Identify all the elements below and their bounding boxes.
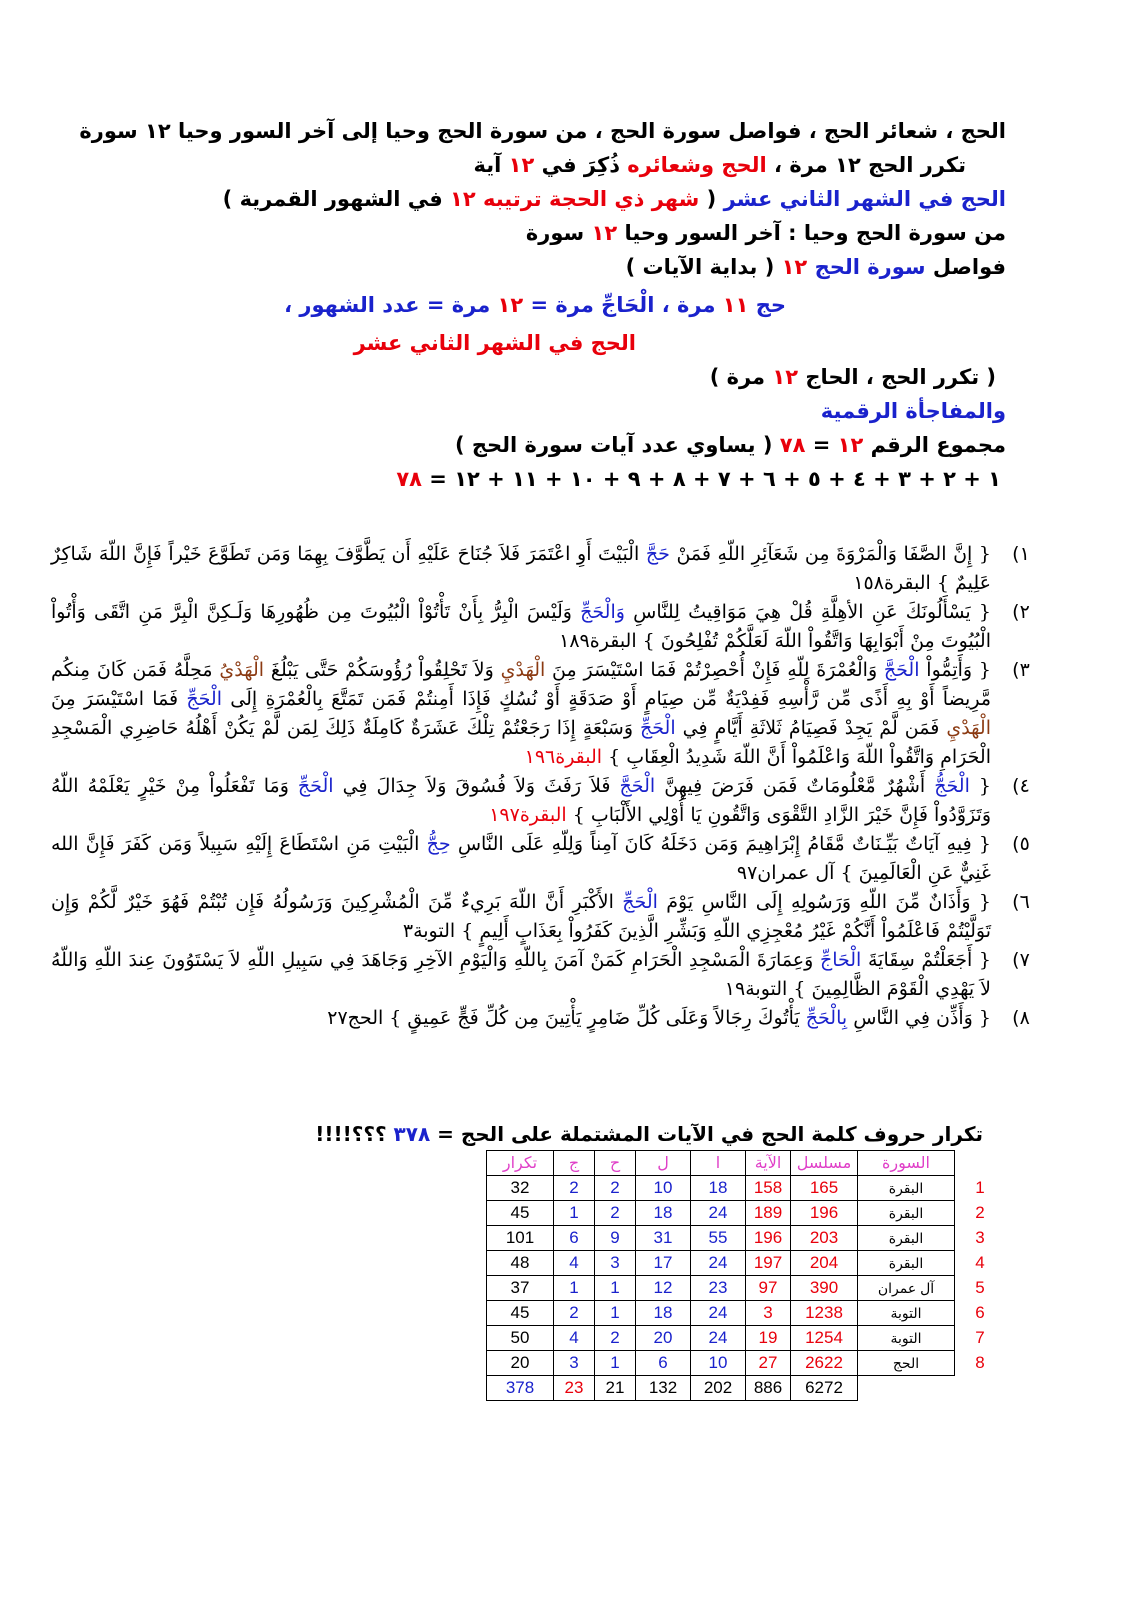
line10-part1: مجموع الرقم xyxy=(863,433,1006,457)
col-lam-header: ل xyxy=(636,1151,691,1176)
line8-part2: ١٢ xyxy=(772,365,799,389)
verse-text xyxy=(51,1004,991,1033)
cell-sura: التوبة xyxy=(858,1326,955,1351)
verse-text-part: فَلاَ رَفَثَ وَلاَ فُسُوقَ وَلاَ جِدَالَ فِي xyxy=(333,775,620,797)
cell-idx: 5 xyxy=(975,1278,985,1297)
cell-jim: 2 xyxy=(554,1176,595,1201)
cell-aya: 196 xyxy=(746,1226,791,1251)
cell-serial: 196 xyxy=(791,1201,858,1226)
cell-jim: 6 xyxy=(554,1226,595,1251)
cell-lam: 10 xyxy=(636,1176,691,1201)
table-row xyxy=(487,1251,1006,1276)
table-title-part3: ؟؟؟!!!! xyxy=(315,1122,394,1146)
header-line-5 xyxy=(626,250,1006,284)
cell-alif: 55 xyxy=(691,1226,746,1251)
cell-sura: التوبة xyxy=(858,1301,955,1326)
cell-serial: 203 xyxy=(791,1226,858,1251)
table-row xyxy=(487,1276,1006,1301)
verse-text-part: الْهَدْيِ xyxy=(500,659,546,681)
cell-sura: البقرة xyxy=(858,1201,955,1226)
line2-part2: الحج وشعائره xyxy=(627,153,767,177)
verse-number: ٤) xyxy=(1012,775,1030,797)
total-jim: 23 xyxy=(554,1376,595,1401)
cell-aya: 197 xyxy=(746,1251,791,1276)
verse-text-part: البقرة١٩٦ xyxy=(524,746,603,768)
verse-text-part: { يَسْأَلُونَكَ عَنِ الأهِلَّةِ قُلْ هِيَ مَوَاقِيتُ لِلنَّاسِ xyxy=(624,601,991,623)
verse-text-part: الْحَاجِّ xyxy=(819,949,862,971)
line6-part2: ١١ xyxy=(722,293,749,317)
verse-item xyxy=(51,656,1051,772)
cell-lam: 18 xyxy=(636,1201,691,1226)
verse-number: ٣) xyxy=(1012,659,1030,681)
cell-serial: 165 xyxy=(791,1176,858,1201)
verse-text-part: الْحَجَّ xyxy=(883,659,920,681)
cell-jim: 1 xyxy=(554,1276,595,1301)
line2-part5: آية xyxy=(473,153,509,177)
verse-text-part: بِالْحَجِّ xyxy=(805,1007,848,1029)
cell-ha: 3 xyxy=(595,1251,636,1276)
table-row xyxy=(487,1226,1006,1251)
table-row xyxy=(487,1176,1006,1201)
col-alif-header: ا xyxy=(691,1151,746,1176)
table-row xyxy=(487,1201,1006,1226)
verse-text-part: { أَجَعَلْتُمْ سِقَايَةَ xyxy=(861,949,991,971)
verse-number: ٧) xyxy=(1012,949,1030,971)
line5-part2: سورة الحج xyxy=(814,255,926,279)
verse-number: ٥) xyxy=(1012,833,1030,855)
col-serial-header: مسلسل xyxy=(791,1151,858,1176)
verse-text-part: وَلَيْسَ الْبِرُّ بِأَنْ تَأْتُوْاْ الْبُيُوتَ مِن ظُهُورِهَا وَلَـكِنَّ الْبِرَّ مَنِ اتَّقَى وَأْتُواْ الْبُيُوتَ مِنْ أَبْوَابِهَا وَاتَّقُواْ اللّهَ لَعَلَّكُمْ تُفْلِحُونَ } البقرة١٨٩ xyxy=(51,601,991,652)
header-line-7: الحج في الشهر الثاني عشر xyxy=(353,331,636,355)
cell-ha: 1 xyxy=(595,1301,636,1326)
verse-text-part: البقرة١٩٧ xyxy=(489,804,567,826)
verse-item xyxy=(51,1004,1051,1033)
total-blank xyxy=(858,1376,955,1401)
header-line-10 xyxy=(455,428,1006,462)
cell-alif: 23 xyxy=(691,1276,746,1301)
verse-text-part: وَلاَ تَحْلِقُواْ رُؤُوسَكُمْ حَتَّى يَبْلُغَ xyxy=(264,659,501,681)
verse-item xyxy=(51,946,1051,1004)
verse-number: ٦) xyxy=(1012,891,1030,913)
cell-ha: 2 xyxy=(595,1201,636,1226)
cell-aya: 97 xyxy=(746,1276,791,1301)
verse-text xyxy=(51,540,991,598)
cell-jim: 1 xyxy=(554,1201,595,1226)
cell-jim: 4 xyxy=(554,1251,595,1276)
header-line-11 xyxy=(396,462,1001,496)
verse-text-part: الْهَدْيِ xyxy=(946,717,991,739)
verse-text-part: { إِنَّ الصَّفَا وَالْمَرْوَةَ مِن شَعَآئِرِ اللّهِ فَمَنْ xyxy=(669,543,991,565)
line10-part3: = xyxy=(805,433,838,457)
verse-text-part: حِجُّ xyxy=(426,833,451,855)
verse-item xyxy=(51,772,1051,830)
cell-ha: 9 xyxy=(595,1226,636,1251)
verse-text xyxy=(51,656,991,772)
verse-text-part: أَشْهُرٌ مَّعْلُومَاتٌ فَمَن فَرَضَ فِيهِنَّ xyxy=(655,775,935,797)
cell-serial: 204 xyxy=(791,1251,858,1276)
cell-total: 32 xyxy=(487,1176,554,1201)
line2-part3: ذُكِرَ في xyxy=(534,153,628,177)
table-title-part1: تكرار حروف كلمة الحج في الآيات المشتملة على الحج = xyxy=(430,1122,983,1146)
cell-aya: 19 xyxy=(746,1326,791,1351)
cell-jim: 3 xyxy=(554,1351,595,1376)
line5-part4: ( بداية الآيات ) xyxy=(625,255,782,279)
header-line-1: الحج ، شعائر الحج ، فواصل سورة الحج ، من سورة الحج وحيا إلى آخر السور وحيا ١٢ سورة xyxy=(79,119,1006,143)
verse-text-part: وَسَبْعَةٍ إِذَا رَجَعْتُمْ تِلْكَ عَشَرَةٌ كَامِلَةٌ ذَلِكَ لِمَن لَّمْ يَكُنْ أَهْلُهُ حَاضِرِي الْمَسْجِدِ الْحَرَامِ وَاتَّقُواْ اللّهَ وَاعْلَمُواْ أَنَّ اللّهَ شَدِيدُ الْعِقَابِ } xyxy=(51,717,991,768)
total-ha: 21 xyxy=(595,1376,636,1401)
cell-sura: البقرة xyxy=(858,1226,955,1251)
cell-alif: 24 xyxy=(691,1251,746,1276)
cell-alif: 18 xyxy=(691,1176,746,1201)
cell-serial: 1238 xyxy=(791,1301,858,1326)
line8-part3: مرة ) xyxy=(709,365,773,389)
verse-text-part: وَمَا تَفْعَلُواْ مِنْ خَيْرٍ يَعْلَمْهُ اللّهُ وَتَزَوَّدُواْ فَإِنَّ خَيْرَ الزَّادِ التَّقْوَى وَاتَّقُونِ يَا أُوْلِي الأَلْبَابِ } xyxy=(51,775,991,826)
cell-lam: 18 xyxy=(636,1301,691,1326)
line5-part3: ١٢ xyxy=(781,255,815,279)
cell-sura: البقرة xyxy=(858,1176,955,1201)
cell-serial: 1254 xyxy=(791,1326,858,1351)
verse-text-part: الْحَجَّ xyxy=(619,775,656,797)
line6-part4: ١٢ xyxy=(497,293,524,317)
table-row xyxy=(487,1326,1006,1351)
line10-part4: ٧٨ xyxy=(779,433,806,457)
line4-part2: ١٢ xyxy=(591,221,618,245)
header-line-4 xyxy=(526,216,1006,250)
cell-sura: آل عمران xyxy=(858,1276,955,1301)
header-line-6 xyxy=(284,288,786,322)
table-row xyxy=(487,1301,1006,1326)
cell-total: 45 xyxy=(487,1201,554,1226)
table-title-part2: ٣٧٨ xyxy=(393,1122,431,1146)
line2-part4: ١٢ xyxy=(508,153,535,177)
verse-text-part: وَالْعُمْرَةَ لِلّهِ فَإِنْ أُحْصِرْتُمْ فَمَا اسْتَيْسَرَ مِنَ xyxy=(545,659,884,681)
line10-part2: ١٢ xyxy=(837,433,864,457)
line4-part3: سورة xyxy=(525,221,592,245)
verse-text-part: الْحَجِّ xyxy=(622,891,658,913)
verse-text-part: حَجَّ xyxy=(645,543,670,565)
line3-part2: ( xyxy=(699,187,724,211)
line3-part1: الحج في الشهر الثاني عشر xyxy=(723,187,1006,211)
line4-part1: من سورة الحج وحيا : آخر السور وحيا xyxy=(617,221,1006,245)
line11-part2: ٧٨ xyxy=(396,467,422,491)
line6-part1: حج xyxy=(748,293,786,317)
cell-aya: 158 xyxy=(746,1176,791,1201)
cell-lam: 17 xyxy=(636,1251,691,1276)
verse-text xyxy=(51,888,991,946)
cell-jim: 2 xyxy=(554,1301,595,1326)
table-header-row xyxy=(487,1151,1006,1176)
cell-lam: 12 xyxy=(636,1276,691,1301)
verse-number: ٨) xyxy=(1012,1007,1030,1029)
total-index-blank xyxy=(955,1376,1006,1401)
verse-text xyxy=(51,946,991,1004)
verse-text-part: يَأْتُوكَ رِجَالاً وَعَلَى كُلِّ ضَامِرٍ يَأْتِينَ مِن كُلِّ فَجٍّ عَمِيقٍ } الحج٢٧ xyxy=(327,1007,806,1029)
verse-text-part: الْحَجِّ xyxy=(186,688,223,710)
verse-item xyxy=(51,540,1051,598)
col-aya-header: الآية xyxy=(746,1151,791,1176)
table-body xyxy=(487,1176,1006,1376)
cell-ha: 2 xyxy=(595,1176,636,1201)
cell-total: 45 xyxy=(487,1301,554,1326)
cell-lam: 31 xyxy=(636,1226,691,1251)
cell-sura: الحج xyxy=(858,1351,955,1376)
line6-part3: مرة ، الْحَاجِّ مرة = xyxy=(523,293,723,317)
total-total: 378 xyxy=(487,1376,554,1401)
cell-alif: 10 xyxy=(691,1351,746,1376)
verses-list xyxy=(51,540,1051,1033)
verse-text-part: الْبَيْتِ مَنِ اسْتَطَاعَ إِلَيْهِ سَبِيلاً وَمَن كَفَرَ فَإِنَّ الله غَنِيٌّ عَنِ الْعَالَمِينَ } آل عمران٩٧ xyxy=(51,833,991,884)
letters-count-table xyxy=(486,1150,1006,1401)
total-lam: 132 xyxy=(636,1376,691,1401)
cell-ha: 2 xyxy=(595,1326,636,1351)
line3-part3: شهر ذي الحجة ترتيبه ١٢ xyxy=(450,187,700,211)
verse-text-part: { وَأَذِّن فِي النَّاسِ xyxy=(847,1007,991,1029)
cell-jim: 4 xyxy=(554,1326,595,1351)
cell-aya: 27 xyxy=(746,1351,791,1376)
cell-idx: 3 xyxy=(975,1228,985,1247)
col-total-header: تكرار xyxy=(487,1151,554,1176)
verse-text-part: وَعِمَارَةَ الْمَسْجِدِ الْحَرَامِ كَمَنْ آمَنَ بِاللّهِ وَالْيَوْمِ الآخِرِ وَجَاهَدَ فِي سَبِيلِ اللّهِ لاَ يَسْتَوُونَ عِندَ اللّهِ وَاللّهُ لاَ يَهْدِي الْقَوْمَ الظَّالِمِينَ } التوبة١٩ xyxy=(51,949,991,1000)
cell-total: 50 xyxy=(487,1326,554,1351)
col-ha-header: ح xyxy=(595,1151,636,1176)
verse-text-part: وَالْحَجِّ xyxy=(580,601,625,623)
verse-text-part: الْهَدْيُ xyxy=(219,659,265,681)
total-serial: 6272 xyxy=(791,1376,858,1401)
header-line-8 xyxy=(710,360,996,394)
col-sura-header: السورة xyxy=(858,1151,955,1176)
verse-text-part: فَمَا اسْتَيْسَرَ مِنَ xyxy=(51,688,187,710)
verse-text xyxy=(51,830,991,888)
cell-total: 37 xyxy=(487,1276,554,1301)
cell-lam: 20 xyxy=(636,1326,691,1351)
verse-text-part: الْبَيْتَ أَوِ اعْتَمَرَ فَلاَ جُنَاحَ عَلَيْهِ أَن يَطَّوَّفَ بِهِمَا وَمَن تَطَوَّعَ خَيْراً فَإِنَّ اللّهَ شَاكِرٌ عَلِيمٌ } البقرة١٥٨ xyxy=(51,543,991,594)
col-jim-header: ج xyxy=(554,1151,595,1176)
cell-lam: 6 xyxy=(636,1351,691,1376)
col-index-header xyxy=(955,1151,1006,1176)
total-alif: 202 xyxy=(691,1376,746,1401)
cell-alif: 24 xyxy=(691,1201,746,1226)
cell-ha: 1 xyxy=(595,1351,636,1376)
verse-text-part: { فِيهِ آيَاتٌ بَيِّـنَاتٌ مَّقَامُ إِبْرَاهِيمَ وَمَن دَخَلَهُ كَانَ آمِناً وَلِلّهِ عَلَى النَّاسِ xyxy=(450,833,991,855)
cell-idx: 2 xyxy=(975,1203,985,1222)
verse-text xyxy=(51,598,991,656)
cell-total: 101 xyxy=(487,1226,554,1251)
verse-text xyxy=(51,772,991,830)
table-totals-row xyxy=(487,1376,1006,1401)
verse-number: ٢) xyxy=(1012,601,1030,623)
total-aya: 886 xyxy=(746,1376,791,1401)
verse-text-part: الْحَجِّ xyxy=(297,775,334,797)
cell-ha: 1 xyxy=(595,1276,636,1301)
verse-text-part: الْحَجِّ xyxy=(640,717,676,739)
cell-idx: 8 xyxy=(975,1353,985,1372)
header-line-9: والمفاجأة الرقمية xyxy=(820,399,1006,423)
verse-text-part: { وَأَتِمُّواْ xyxy=(919,659,991,681)
header-line-3 xyxy=(223,182,1006,216)
line8-part1: ( تكرر الحج ، الحاج xyxy=(798,365,996,389)
cell-alif: 24 xyxy=(691,1326,746,1351)
table-row xyxy=(487,1351,1006,1376)
cell-serial: 390 xyxy=(791,1276,858,1301)
cell-alif: 24 xyxy=(691,1301,746,1326)
header-line-2 xyxy=(474,148,966,182)
verse-text-part: مَحِلَّهُ فَمَن كَانَ مِنكُم مَّرِيضاً أَوْ بِهِ أَذًى مِّن رَّأْسِهِ فَفِدْيَةٌ مِّن صِيَامٍ أَوْ صَدَقَةٍ أَوْ نُسُكٍ فَإِذَا أَمِنتُمْ فَمَن تَمَتَّعَ بِالْعُمْرَةِ إِلَى xyxy=(51,659,991,710)
verse-number: ١) xyxy=(1012,543,1030,565)
cell-sura: البقرة xyxy=(858,1251,955,1276)
cell-total: 20 xyxy=(487,1351,554,1376)
table-title xyxy=(315,1122,983,1146)
line11-part1: ١ + ٢ + ٣ + ٤ + ٥ + ٦ + ٧ + ٨ + ٩ + ١٠ + ١١ + ١٢ = xyxy=(422,467,1001,491)
line2-part1: تكرر الحج ١٢ مرة ، xyxy=(766,153,966,177)
cell-idx: 6 xyxy=(975,1303,985,1322)
verse-item xyxy=(51,888,1051,946)
cell-serial: 2622 xyxy=(791,1351,858,1376)
cell-aya: 3 xyxy=(746,1301,791,1326)
line3-part4: في الشهور القمرية ) xyxy=(222,187,451,211)
verse-text-part: { وَأَذَانٌ مِّنَ اللّهِ وَرَسُولِهِ إِلَى النَّاسِ يَوْمَ xyxy=(657,891,991,913)
verse-item xyxy=(51,598,1051,656)
cell-total: 48 xyxy=(487,1251,554,1276)
verse-text-part: الأَكْبَرِ أَنَّ اللّهَ بَرِيءٌ مِّنَ الْمُشْرِكِينَ وَرَسُولُهُ فَإِن تُبْتُمْ فَهُوَ خَيْرٌ لَّكُمْ وَإِن تَوَلَّيْتُمْ فَاعْلَمُواْ أَنَّكُمْ غَيْرُ مُعْجِزِي اللّهِ وَبَشِّرِ الَّذِينَ كَفَرُواْ بِعَذَابٍ أَلِيمٍ } التوبة٣ xyxy=(51,891,991,942)
cell-aya: 189 xyxy=(746,1201,791,1226)
verse-text-part: { xyxy=(969,775,992,797)
verse-item xyxy=(51,830,1051,888)
cell-idx: 4 xyxy=(975,1253,985,1272)
line10-part5: ( يساوي عدد آيات سورة الحج ) xyxy=(454,433,780,457)
verse-text-part: فَمَن لَّمْ يَجِدْ فَصِيَامُ ثَلاثَةِ أَيَّامٍ فِي xyxy=(675,717,947,739)
line6-part5: مرة = عدد الشهور ، xyxy=(284,293,498,317)
line5-part1: فواصل xyxy=(925,255,1006,279)
cell-idx: 7 xyxy=(975,1328,985,1347)
cell-idx: 1 xyxy=(975,1178,985,1197)
verse-text-part: الْحَجُّ xyxy=(934,775,970,797)
